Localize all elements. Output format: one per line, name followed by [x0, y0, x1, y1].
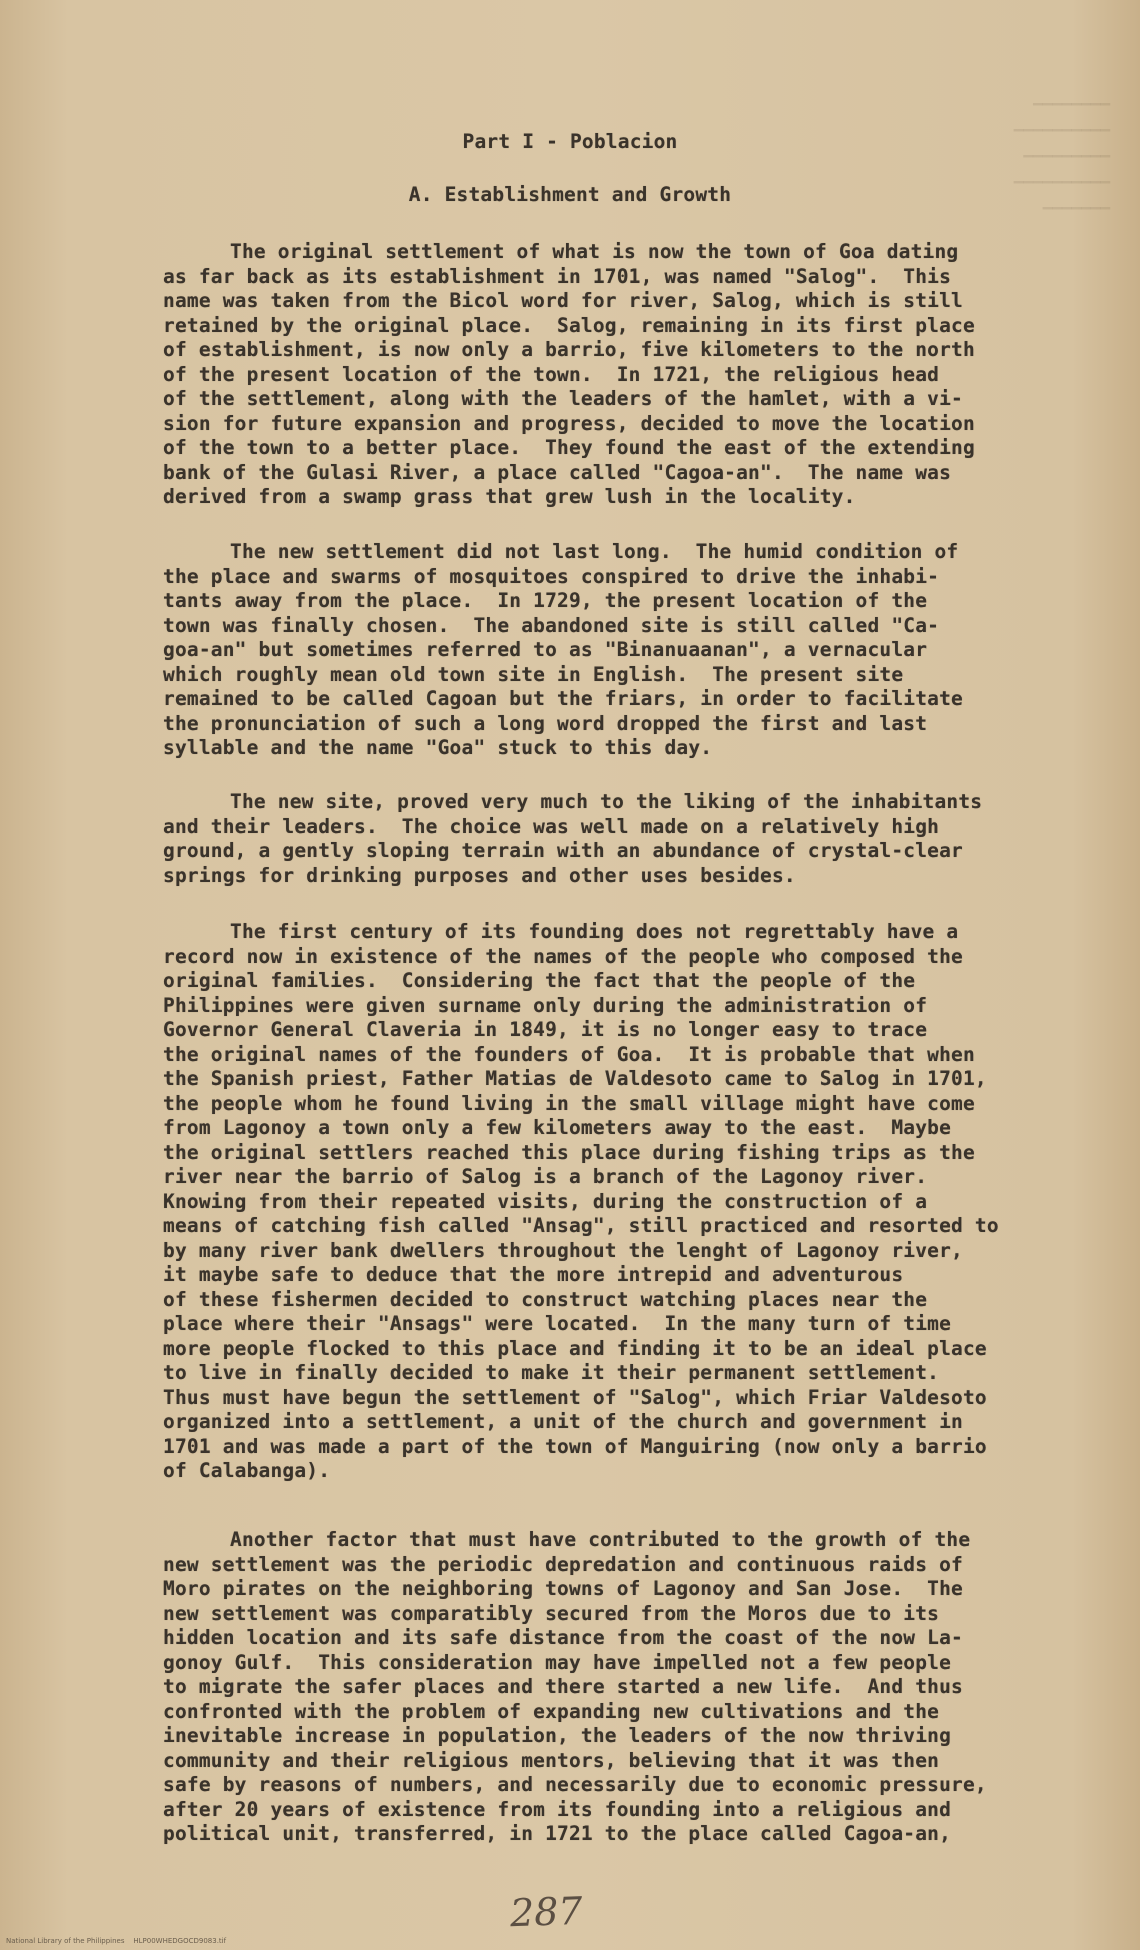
text-line: by many river bank dwellers throughout the lenght of Lagonoy river, — [163, 1238, 963, 1262]
text-line: ground, a gently sloping terrain with an abundance of crystal-clear — [163, 839, 963, 862]
text-line: place where their "Ansags" were located. In the many turn of time — [163, 1312, 952, 1335]
text-line: 1701 and was made a part of the town of Manguiring (now only a barrio — [163, 1434, 987, 1458]
text-line: gonoy Gulf. This consideration may have impelled not a few people — [163, 1650, 952, 1674]
text-line: after 20 years of existence from its founding into a religious and — [163, 1797, 952, 1821]
text-line: from Lagonoy a town only a few kilometers away to the east. Maybe — [163, 1116, 952, 1139]
handwritten-page-number: 287 — [509, 1888, 584, 1936]
text-line: more people flocked to this place and finding it to be an ideal place — [163, 1336, 987, 1360]
text-line: Governor General Claveria in 1849, it is no longer easy to trace — [163, 1018, 928, 1041]
archive-footer: National Library of the Philippines HLP00WHEDGOCD9083.tif — [6, 1937, 227, 1945]
reverse-bleed-through: ▔▔▔▔▔▔▔▔ ▔▔▔▔▔▔▔▔▔▔ ▔▔▔▔▔▔▔▔▔ ▔▔▔▔▔▔▔▔▔▔ ▔▔▔▔▔▔▔ — [1013, 103, 1110, 226]
text-line: Knowing from their repeated visits, during the construction of a — [163, 1189, 928, 1213]
text-line: derived from a swamp grass that grew lush in the locality. — [163, 485, 856, 508]
text-line: The original settlement of what is now the town of Goa dating — [230, 240, 959, 263]
text-line: of the town to a better place. They found the east of the extending — [163, 436, 975, 459]
text-line: The new site, proved very much to the liking of the inhabitants — [230, 790, 983, 813]
text-line: safe by reasons of numbers, and necessarily due to economic pressure, — [163, 1773, 987, 1796]
text-line: bank of the Gulasi River, a place called "Cagoa-an". The name was — [163, 460, 952, 484]
text-line: remained to be called Cagoan but the friars, in order to facilitate — [163, 687, 963, 710]
text-line: as far back as its establishment in 1701, was named "Salog". This — [163, 264, 952, 288]
text-line: new settlement was the periodic depredation and continuous raids of — [163, 1552, 963, 1576]
text-line: means of catching fish called "Ansag", still practiced and resorted to — [163, 1214, 999, 1237]
text-line: hidden location and its safe distance from the coast of the now La- — [163, 1626, 963, 1649]
text-line: the original settlers reached this place during fishing trips as the — [163, 1140, 975, 1164]
text-line: retained by the original place. Salog, remaining in its first place — [163, 313, 975, 337]
text-line: to migrate the safer places and there started a new life. And thus — [163, 1675, 963, 1698]
text-line: of these fishermen decided to construct watching places near the — [163, 1287, 928, 1311]
text-line: original families. Considering the fact that the people of the — [163, 969, 916, 992]
text-line: Thus must have begun the settlement of "Salog", which Friar Valdesoto — [163, 1385, 987, 1409]
text-line: and their leaders. The choice was well made on a relatively high — [163, 814, 940, 838]
text-line: to live in finally decided to make it their permanent settlement. — [163, 1361, 940, 1384]
part-title: Part I - Poblacion — [462, 130, 678, 153]
text-line: of Calabanga). — [163, 1459, 331, 1482]
text-line: the Spanish priest, Father Matias de Valdesoto came to Salog in 1701, — [163, 1067, 987, 1090]
text-line: of establishment, is now only a barrio, five kilometers to the north — [163, 338, 975, 361]
text-line: syllable and the name "Goa" stuck to this day. — [163, 736, 713, 759]
text-line: it maybe safe to deduce that the more intrepid and adventurous — [163, 1263, 904, 1286]
text-line: river near the barrio of Salog is a branch of the Lagonoy river. — [163, 1165, 928, 1188]
text-line: sion for future expansion and progress, decided to move the location — [163, 411, 975, 435]
text-line: confronted with the problem of expanding new cultivations and the — [163, 1699, 940, 1723]
text-line: inevitable increase in population, the leaders of the now thriving — [163, 1724, 952, 1747]
text-line: the people whom he found living in the small village might have come — [163, 1091, 975, 1115]
text-line: the place and swarms of mosquitoes conspired to drive the inhabi- — [163, 564, 940, 588]
text-line: organized into a settlement, a unit of the church and government in — [163, 1410, 963, 1433]
text-line: new settlement was comparatibly secured from the Moros due to its — [163, 1601, 940, 1625]
text-line: Another factor that must have contributed to the growth of the — [230, 1528, 971, 1551]
text-line: community and their religious mentors, believing that it was then — [163, 1748, 940, 1772]
text-line: of the settlement, along with the leaders of the hamlet, with a vi- — [163, 387, 963, 410]
text-line: The first century of its founding does not regrettably have a — [230, 920, 959, 943]
text-line: springs for drinking purposes and other uses besides. — [163, 863, 796, 887]
text-line: tants away from the place. In 1729, the present location of the — [163, 589, 928, 612]
text-line: which roughly mean old town site in English. The present site — [163, 662, 904, 686]
text-line: name was taken from the Bicol word for river, Salog, which is still — [163, 289, 963, 312]
text-line: Philippines were given surname only during the administration of — [163, 993, 928, 1017]
text-line: The new settlement did not last long. The humid condition of — [230, 540, 959, 563]
text-line: the pronunciation of such a long word dropped the first and last — [163, 711, 928, 735]
text-line: political unit, transferred, in 1721 to the place called Cagoa-an, — [163, 1822, 952, 1845]
text-line: town was finally chosen. The abandoned site is still called "Ca- — [163, 613, 940, 637]
text-line: record now in existence of the names of the people who composed the — [163, 944, 963, 968]
text-line: the original names of the founders of Goa. It is probable that when — [163, 1042, 975, 1066]
text-line: Moro pirates on the neighboring towns of Lagonoy and San Jose. The — [163, 1577, 963, 1600]
text-line: goa-an" but sometimes referred to as "Binanuaanan", a vernacular — [163, 638, 928, 661]
section-title: A. Establishment and Growth — [408, 183, 732, 206]
text-line: of the present location of the town. In 1721, the religious head — [163, 362, 940, 386]
